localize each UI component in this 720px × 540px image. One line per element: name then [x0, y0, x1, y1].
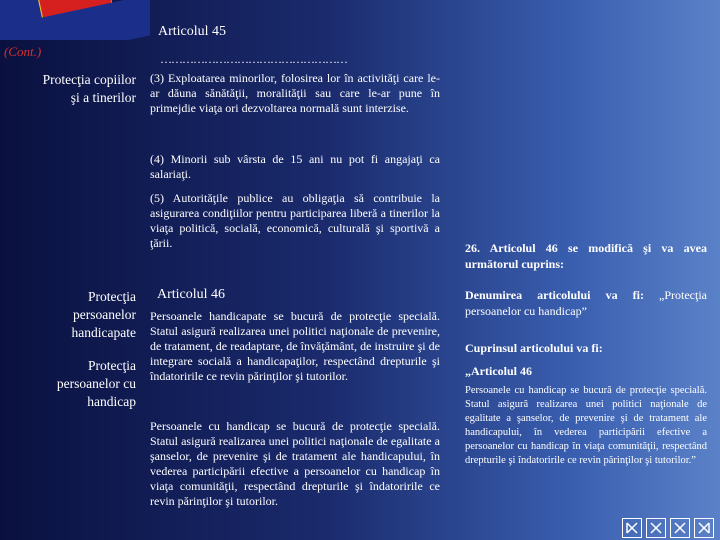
article-46-title: Articolul 46 — [157, 287, 226, 302]
heading-line: Protecţia copiilor — [42, 72, 136, 87]
heading-line: handicapate — [71, 325, 136, 340]
last-slide-icon[interactable] — [694, 518, 714, 538]
flag-decoration — [0, 0, 150, 40]
heading-line: handicap — [87, 394, 136, 409]
slide-navigation — [622, 518, 714, 538]
heading-line: Protecţia — [88, 358, 136, 373]
paragraph-5: (5) Autorităţile publice au obligaţia să contribuie la asigurarea condiţiilor pentru participarea liberă a tinerilor la viaţa politică, socială, economică, culturală şi sportivă a ţării. — [150, 191, 440, 250]
heading-handicap — [57, 357, 136, 411]
previous-slide-icon[interactable] — [646, 518, 666, 538]
article-name — [465, 287, 707, 319]
first-slide-icon[interactable] — [622, 518, 642, 538]
heading-child-protection — [43, 71, 136, 107]
new-article-text: Persoanele cu handicap se bucură de protecţie specială. Statul asigură realizarea unei politici naţionale de egalitate a şanselor, de prevenire şi de tratament ale handicapului, în vederea participării efective a persoanelor cu handicap în viaţa comunităţii, respectând drepturile şi îndatoririle ce revin părinţilor şi tutorilor.” — [465, 385, 707, 466]
article-name-label: Denumirea articolului va fi: — [465, 288, 644, 302]
heading-line: şi a tinerilor — [70, 90, 136, 105]
next-slide-icon[interactable] — [670, 518, 690, 538]
heading-line: Protecţia — [88, 289, 136, 304]
article-46-old-text: Persoanele handicapate se bucură de protecţie specială. Statul asigură realizarea unei politici naţionale de prevenire, de tratament, de readaptare, de învăţământ, de instruire şi de integrare socială a handicapaţilor, respectând drepturile şi îndatoririle ce revin părinţilor şi tutorilor. — [150, 309, 440, 383]
continued-label: (Cont.) — [4, 44, 42, 59]
heading-disabled-persons — [72, 288, 136, 342]
paragraph-3: (3) Exploatarea minorilor, folosirea lor în activităţi care le-ar dăuna sănătăţii, moralităţii sau care le-ar pune în primejdie viaţa ori dezvoltarea normală sunt interzise. — [150, 71, 440, 115]
article-46-new-text: Persoanele cu handicap se bucură de protecţie specială. Statul asigură realizarea unei politici naţionale de egalitate a şanselor, de prevenire şi de tratament ale handicapului, în vederea participării efective a persoanelor cu handicap în viaţa comunităţii, respectând drepturile şi îndatoririle ce revin părinţilor şi tutorilor. — [150, 419, 440, 508]
heading-line: persoanelor cu — [56, 376, 136, 391]
heading-line: persoanelor — [73, 307, 136, 322]
new-article-title: „Articolul 46 — [465, 364, 532, 378]
article-name-value: „Protecţia persoanelor cu handicap” — [465, 288, 707, 318]
slide-title: Articolul 45 — [158, 24, 227, 39]
ellipsis-separator: …………………………………………… — [160, 52, 347, 66]
amendment-heading: 26. Articolul 46 se modifică şi va avea următorul cuprins: — [465, 241, 707, 271]
content-label: Cuprinsul articolului va fi: — [465, 341, 603, 355]
paragraph-4: (4) Minorii sub vârsta de 15 ani nu pot fi angajaţi ca salariaţi. — [150, 152, 440, 181]
